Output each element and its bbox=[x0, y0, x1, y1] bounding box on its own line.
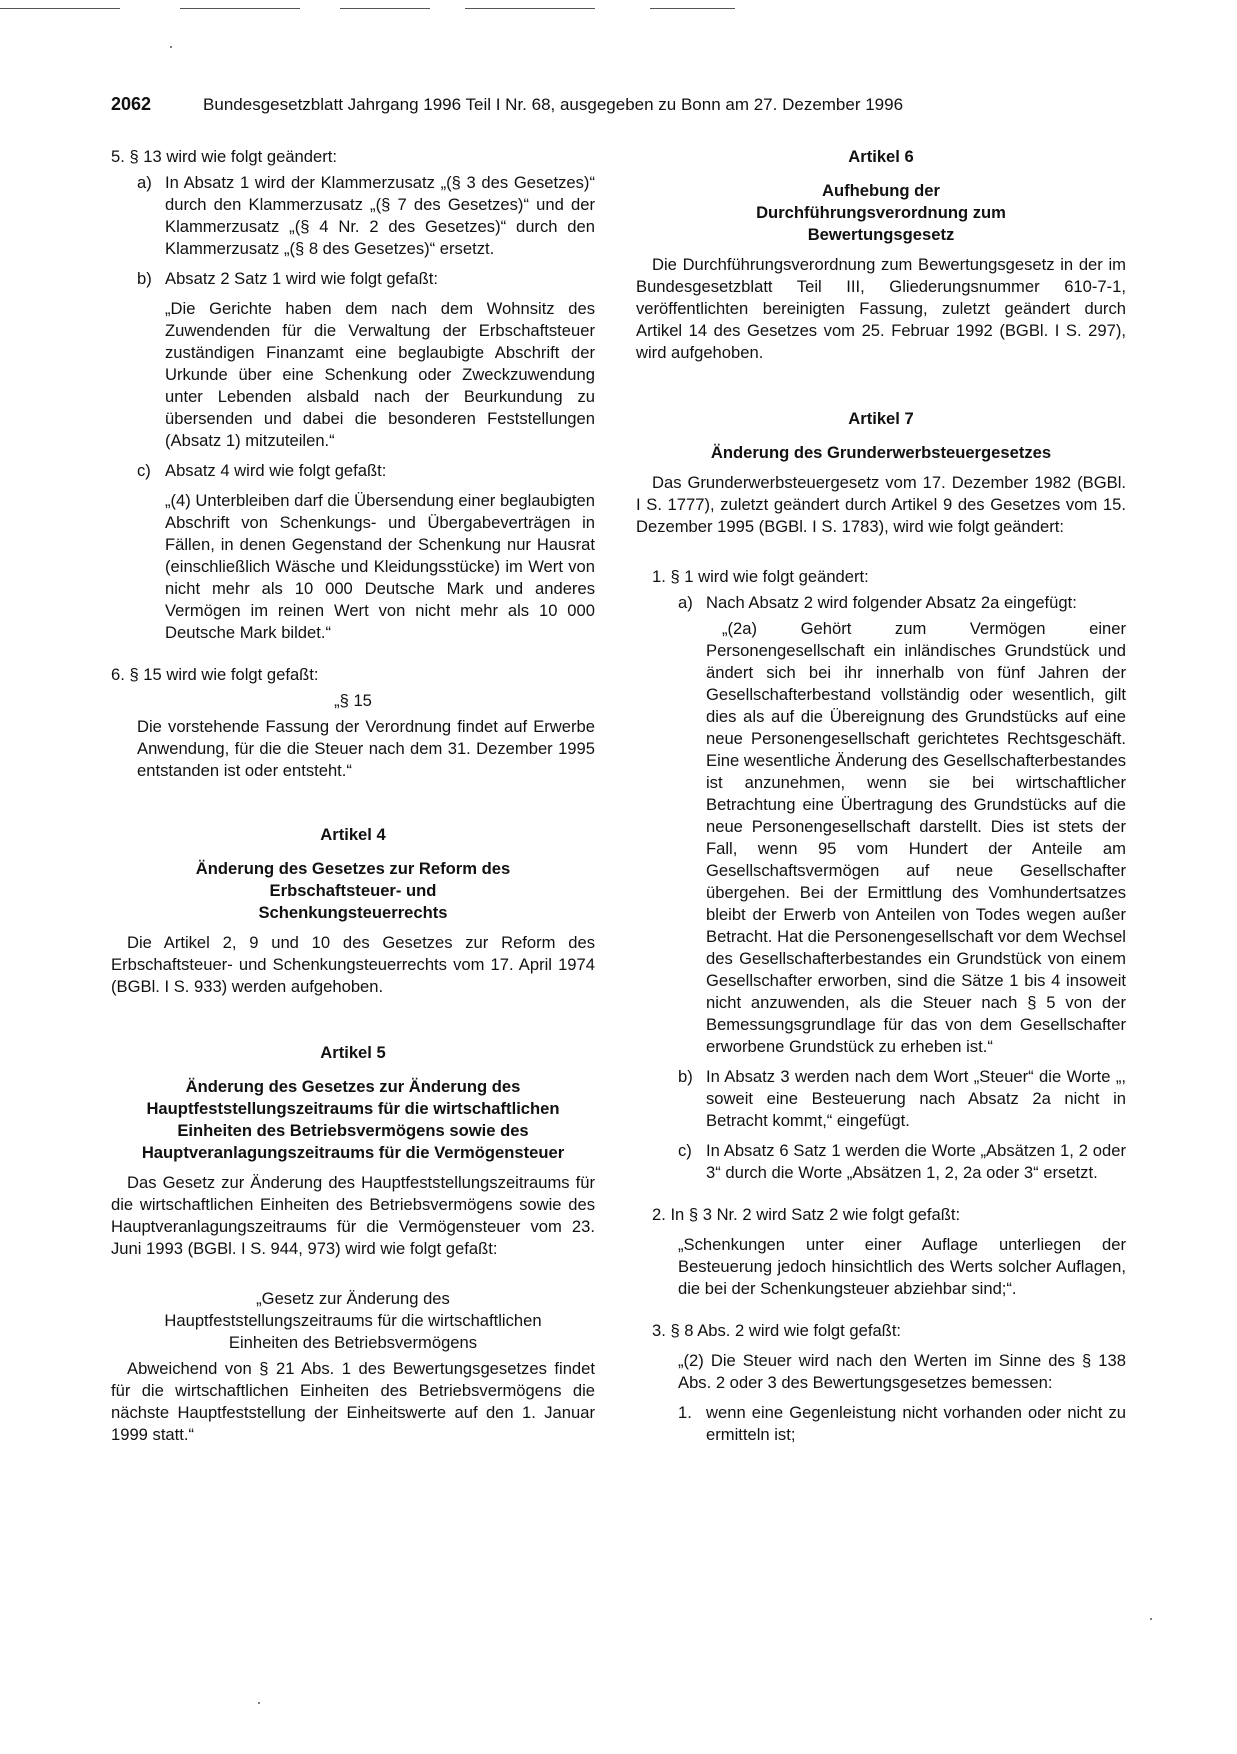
item-1b bbox=[678, 1066, 1126, 1132]
item-3-head: 3. § 8 Abs. 2 wird wie folgt gefaßt: bbox=[652, 1321, 902, 1340]
artikel-4-heading: Änderung des Gesetzes zur Reform des Erbschaftsteuer- und Schenkungsteuerrechts bbox=[195, 859, 511, 922]
left-column bbox=[111, 146, 595, 1446]
right-column bbox=[636, 146, 1126, 1446]
scan-artifact-line bbox=[465, 8, 595, 9]
item-5c-label: c) bbox=[137, 461, 151, 480]
item-5-head: 5. § 13 wird wie folgt geändert: bbox=[111, 147, 337, 166]
artikel-7-text: Das Grunderwerbsteuergesetz vom 17. Dezember 1982 (BGBl. I S. 1777), zuletzt geändert durch Artikel 9 des Gesetzes vom 15. Dezember 1995 (BGBl. I S. 1783), wird wie folgt geändert: bbox=[636, 473, 1126, 536]
item-3-1 bbox=[678, 1402, 1126, 1446]
artikel-6-title: Artikel 6 bbox=[848, 147, 914, 166]
scan-artifact-line bbox=[340, 8, 430, 9]
item-5b-label: b) bbox=[137, 269, 152, 288]
artikel-5-text: Das Gesetz zur Änderung des Hauptfeststellungszeitraums für die wirtschaftlichen Einheiten des Betriebsvermögens sowie des Hauptveranlagungszeitraums für die Vermögensteuer vom 23. Juni 1993 (BGBl. I S. 944, 973) wird wie folgt gefaßt: bbox=[111, 1173, 595, 1258]
item-5b-text: Absatz 2 Satz 1 wird wie folgt gefaßt: bbox=[165, 269, 439, 288]
item-5b-quote: „Die Gerichte haben dem nach dem Wohnsitz des Zuwendenden für die Verwaltung der Erbschaftsteuer zuständigen Finanzamt eine beglaubigte Abschrift der Urkunde über eine Schenkung oder Zweckzuwendung unter Lebenden alsbald nach der Beurkundung zu übersenden und dabei die besonderen Feststellungen (Absatz 1) mitzuteilen.“ bbox=[165, 299, 595, 450]
page-number: 2062 bbox=[111, 94, 152, 114]
artikel-7-heading: Änderung des Grunderwerbsteuergesetzes bbox=[710, 443, 1052, 462]
artikel-5-law-text: Abweichend von § 21 Abs. 1 des Bewertungsgesetzes findet für die wirtschaftlichen Einheiten des Betriebsvermögens die nächste Hauptfeststellung der Einheitswerte auf den 1. Januar 1999 statt.“ bbox=[111, 1359, 595, 1444]
artikel-4-title: Artikel 4 bbox=[320, 825, 386, 844]
item-2-head: 2. In § 3 Nr. 2 wird Satz 2 wie folgt gefaßt: bbox=[652, 1205, 961, 1224]
scan-artifact-line bbox=[180, 8, 300, 9]
item-5a-text: In Absatz 1 wird der Klammerzusatz „(§ 3 des Gesetzes)“ durch den Klammerzusatz „(§ 7 des Gesetzes)“ und der Klammerzusatz „(§ 4 Nr. 2 des Gesetzes)“ durch den Klammerzusatz „(§ 8 des Gesetzes)“ ersetzt. bbox=[165, 173, 595, 258]
item-1-head: 1. § 1 wird wie folgt geändert: bbox=[652, 567, 869, 586]
item-1a-text: Nach Absatz 2 wird folgender Absatz 2a eingefügt: bbox=[706, 593, 1077, 612]
artikel-5-title: Artikel 5 bbox=[320, 1043, 386, 1062]
artikel-6-text: Die Durchführungsverordnung zum Bewertungsgesetz in der im Bundesgesetzblatt Teil III, Gliederungsnummer 610-7-1, veröffentlichten bereinigten Fassung, zuletzt geändert durch Artikel 14 des Gesetzes vom 25. Februar 1992 (BGBl. I S. 297), wird aufgehoben. bbox=[636, 255, 1126, 362]
item-3-1-text: wenn eine Gegenleistung nicht vorhanden oder nicht zu ermitteln ist; bbox=[706, 1403, 1126, 1444]
artikel-5-law-title: „Gesetz zur Änderung des Hauptfeststellungszeitraums für die wirtschaftlichen Einheiten des Betriebsvermögens bbox=[164, 1289, 542, 1352]
item-5b bbox=[137, 268, 595, 290]
artikel-6-heading: Aufhebung der Durchführungsverordnung zum Bewertungsgesetz bbox=[756, 181, 1006, 244]
artikel-4-text: Die Artikel 2, 9 und 10 des Gesetzes zur Reform des Erbschaftsteuer- und Schenkungsteuerrechts vom 17. April 1974 (BGBl. I S. 933) werden aufgehoben. bbox=[111, 933, 595, 996]
gazette-line: Bundesgesetzblatt Jahrgang 1996 Teil I Nr. 68, ausgegeben zu Bonn am 27. Dezember 1996 bbox=[203, 95, 904, 114]
item-1c-text: In Absatz 6 Satz 1 werden die Worte „Absätzen 1, 2 oder 3“ durch die Worte „Absätzen 1, 2, 2a oder 3“ ersetzt. bbox=[706, 1141, 1126, 1182]
item-1a-quote: „(2a) Gehört zum Vermögen einer Personengesellschaft ein inländisches Grundstück und ändert sich bei ihr innerhalb von fünf Jahren der Gesellschafterbestand vollständig oder wesentlich, gilt dies als auf die Übereignung des Grundstücks auf eine neue Personengesellschaft gerichtetes Rechtsgeschäft. Eine wesentliche Änderung des Gesellschafterbestandes ist anzunehmen, wenn sie bei wirtschaftlicher Betrachtung eine Übertragung des Grundstücks auf die neue Personengesellschaft darstellt. Dies ist stets der Fall, wenn 95 vom Hundert der Anteile am Gesellschaftsvermögen auf neue Gesellschafter übergehen. Bei der Ermittlung des Vomhundertsatzes bleibt der Erwerb von Anteilen von Todes wegen außer Betracht. Hat die Personengesellschaft vor dem Wechsel des Gesellschafterbestandes ein Grundstück von einem Gesellschafter erworben, sind die Sätze 1 bis 4 insoweit nicht anzuwenden, als die Steuer nach § 5 von der Bemessungsgrundlage für das von dem Gesellschafter erworbene Grundstück zu erheben ist.“ bbox=[706, 619, 1126, 1056]
scan-speck bbox=[1150, 1618, 1152, 1620]
item-1b-text: In Absatz 3 werden nach dem Wort „Steuer“ die Worte „, soweit eine Besteuerung nach Absatz 2a nicht in Betracht kommt,“ eingefügt. bbox=[706, 1067, 1126, 1130]
item-6-head: 6. § 15 wird wie folgt gefaßt: bbox=[111, 665, 319, 684]
item-3-1-label: 1. bbox=[678, 1403, 692, 1422]
item-6-paragraph: „§ 15 bbox=[334, 691, 372, 710]
item-1a-label: a) bbox=[678, 593, 693, 612]
item-6-text: Die vorstehende Fassung der Verordnung findet auf Erwerbe Anwendung, für die die Steuer nach dem 31. Dezember 1995 entstanden ist oder entsteht.“ bbox=[137, 717, 595, 780]
scan-artifact-line bbox=[650, 8, 735, 9]
item-1a bbox=[678, 592, 1126, 614]
item-1c bbox=[678, 1140, 1126, 1184]
item-2-quote: „Schenkungen unter einer Auflage unterliegen der Besteuerung jedoch hinsichtlich des Werts solcher Auflagen, die bei der Schenkungsteuer abziehbar sind;“. bbox=[678, 1235, 1126, 1298]
item-5a bbox=[137, 172, 595, 260]
item-5c-quote: „(4) Unterbleiben darf die Übersendung einer beglaubigten Abschrift von Schenkungs- und Übergabeverträgen in Fällen, in denen Gegenstand der Schenkung nur Hausrat (einschließlich Wäsche und Kleidungsstücke) im Wert von nicht mehr als 10 000 Deutsche Mark und anderes Vermögen im reinen Wert von nicht mehr als 10 000 Deutsche Mark bildet.“ bbox=[165, 491, 595, 642]
scan-speck bbox=[170, 46, 172, 48]
item-3-quote: „(2) Die Steuer wird nach den Werten im Sinne des § 138 Abs. 2 oder 3 des Bewertungsgesetzes bemessen: bbox=[678, 1351, 1126, 1392]
item-5a-label: a) bbox=[137, 173, 152, 192]
scan-artifact-line bbox=[0, 8, 120, 9]
artikel-7-title: Artikel 7 bbox=[848, 409, 914, 428]
item-5c bbox=[137, 460, 595, 482]
scan-speck bbox=[258, 1702, 260, 1704]
page-header bbox=[111, 94, 903, 115]
artikel-5-heading: Änderung des Gesetzes zur Änderung des Hauptfeststellungszeitraums für die wirtschaftlichen Einheiten des Betriebsvermögens sowie des Hauptveranlagungszeitraums für die Vermögensteuer bbox=[141, 1077, 565, 1162]
item-5c-text: Absatz 4 wird wie folgt gefaßt: bbox=[165, 461, 387, 480]
item-1b-label: b) bbox=[678, 1067, 693, 1086]
item-1c-label: c) bbox=[678, 1141, 692, 1160]
